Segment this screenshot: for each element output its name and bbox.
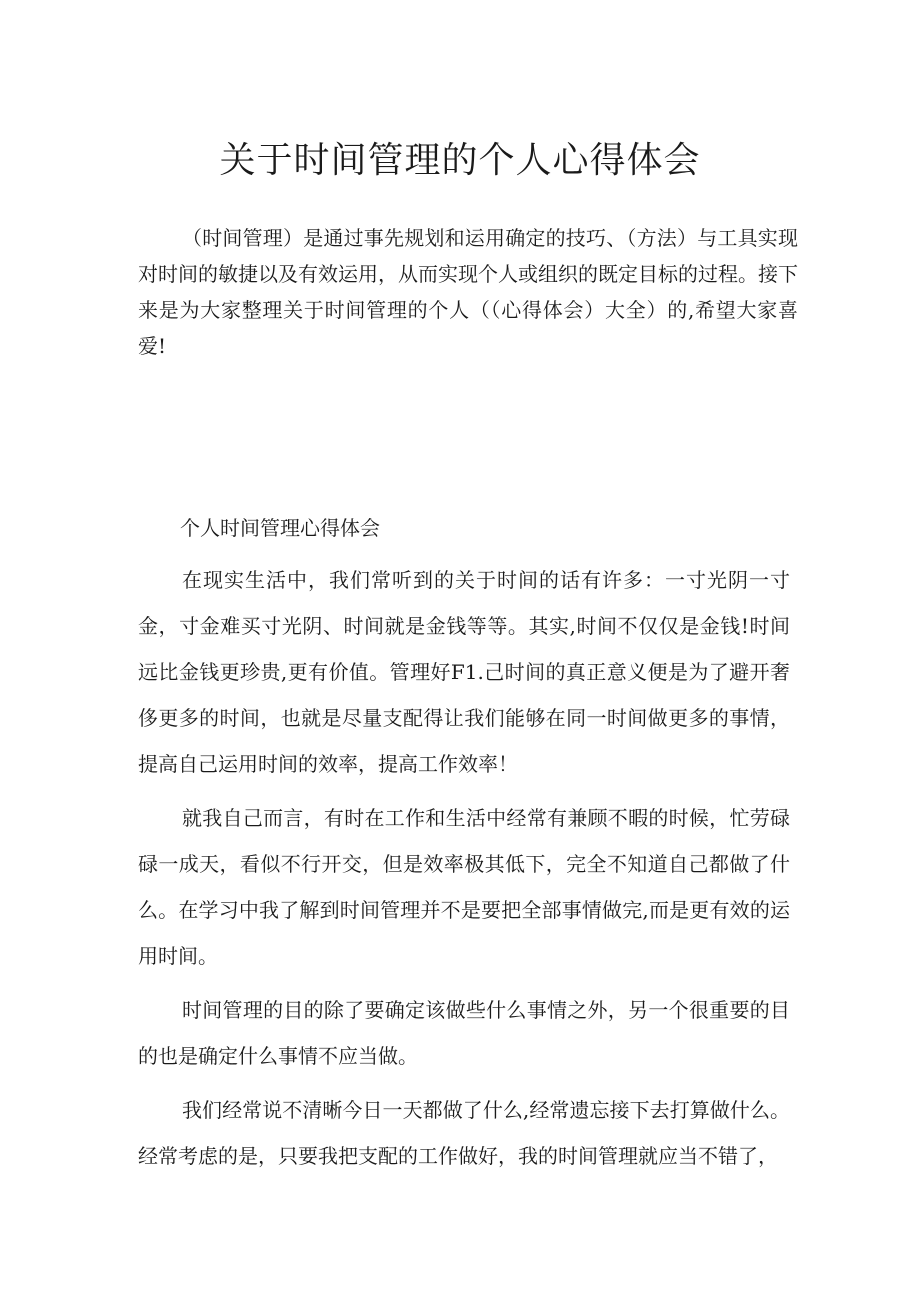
intro-paragraph: （时间管理）是通过事先规划和运用确定的技巧、（方法）与工具实现对时间的敏捷以及有效运用，从而实现个人或组织的既定目标的过程。接下来是为大家整理关于时间管理的个人（（心得体会）大全）的,希望大家喜爱! xyxy=(138,226,798,358)
document-title: 关于时间管理的个人心得体会 xyxy=(219,140,701,181)
section-title: 个人时间管理心得体会 xyxy=(180,516,380,540)
body-paragraph-4: 我们经常说不清晰今日一天都做了什么,经常遗忘接下去打算做什么。经常考虑的是，只要我把支配的工作做好，我的时间管理就应当不错了， xyxy=(138,1098,790,1168)
body-paragraph-2: 就我自己而言，有时在工作和生活中经常有兼顾不暇的时候，忙劳碌碌一成天，看似不行开交，但是效率极其低下，完全不知道自己都做了什么。在学习中我了解到时间管理并不是要把全部事情做完,而是更有效的运用时间。 xyxy=(138,806,790,968)
body-text xyxy=(138,557,790,1187)
body-paragraph-1: 在现实生活中，我们常听到的关于时间的话有许多：一寸光阴一寸金，寸金难买寸光阴、时间就是金钱等等。其实,时间不仅仅是金钱!时间远比金钱更珍贵,更有价值。管理好F1.己时间的真正意义便是为了避开奢侈更多的时间，也就是尽量支配得让我们能够在同一时间做更多的事情，提高自己运用时间的效率，提高工作效率！ xyxy=(138,568,790,776)
body-paragraph-3: 时间管理的目的除了要确定该做些什么事情之外，另一个很重要的目的也是确定什么事情不应当做。 xyxy=(138,998,790,1068)
